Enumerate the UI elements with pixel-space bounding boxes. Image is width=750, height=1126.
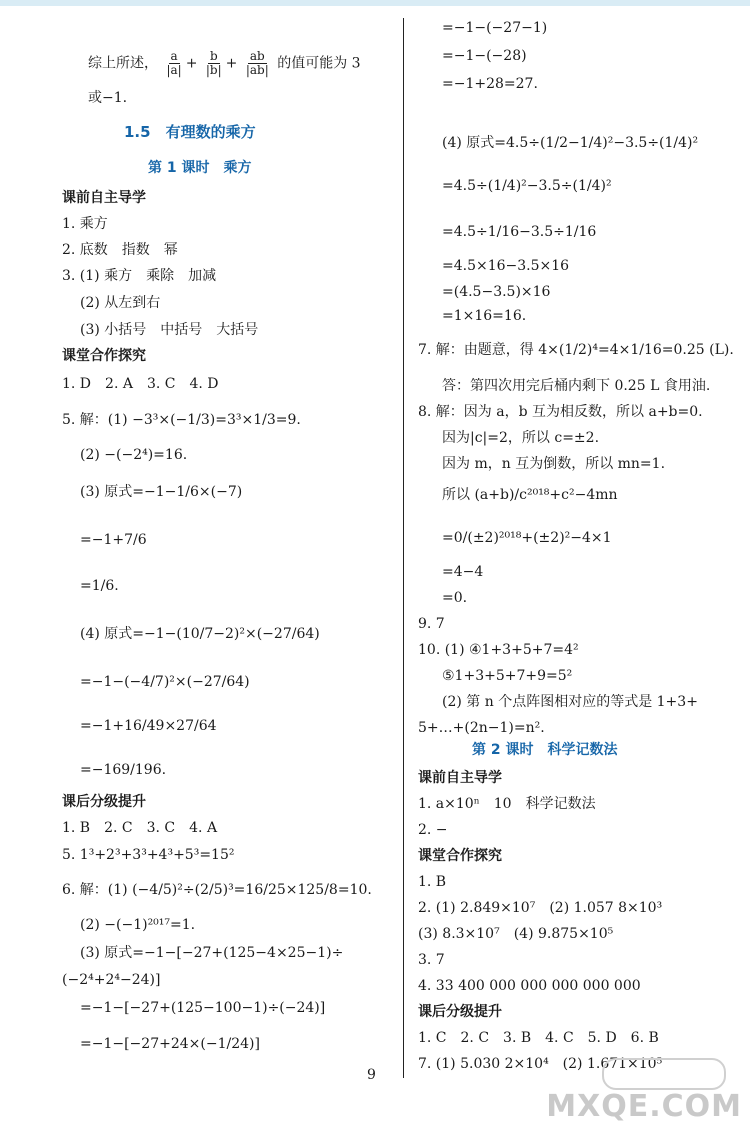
answer-line: (4) 原式=−1−(10/7−2)²×(−27/64) — [80, 626, 320, 642]
answer-line: =1×16=16. — [442, 308, 527, 324]
answer-line: =4.5÷1/16−3.5÷1/16 — [442, 224, 597, 240]
column-divider — [403, 18, 404, 1078]
answer-line: 4. 33 400 000 000 000 000 000 — [418, 978, 641, 994]
answer-line: =−1−[−27+(125−100−1)÷(−24)] — [80, 1000, 326, 1016]
answer-line: =−1+7/6 — [80, 532, 147, 548]
lesson-title: 第 1 课时 乘方 — [148, 160, 252, 176]
answer-line: =4.5×16−3.5×16 — [442, 258, 570, 274]
watermark-logo — [602, 1058, 726, 1090]
answer-line: 答：第四次用完后桶内剩下 0.25 L 食用油. — [442, 378, 711, 394]
answer-line: =0/(±2)²⁰¹⁸+(±2)²−4×1 — [442, 530, 612, 546]
answer-line: (2) 第 n 个点阵图相对应的等式是 1+3+ — [442, 694, 698, 710]
answer-line: 6. 解：(1) (−4/5)²÷(2/5)³=16/25×125/8=10. — [62, 882, 372, 898]
answer-line: (2) −(−2⁴)=16. — [80, 447, 188, 463]
heading-class-explore: 课堂合作探究 — [418, 848, 502, 864]
heading-after-class: 课后分级提升 — [62, 794, 146, 810]
answer-line: 1. B — [418, 874, 447, 890]
answer-line: =1/6. — [80, 578, 119, 594]
page-number: 9 — [367, 1067, 376, 1083]
lesson-title: 第 2 课时 科学记数法 — [472, 742, 618, 758]
heading-class-explore: 课堂合作探究 — [62, 348, 146, 364]
fraction: $\frac{ab}{|ab|}$ — [245, 49, 269, 77]
answer-line: 1. C 2. C 3. B 4. C 5. D 6. B — [418, 1030, 659, 1046]
answer-line: (3) 8.3×10⁷ (4) 9.875×10⁵ — [418, 926, 614, 942]
section-title: 1.5 有理数的乘方 — [124, 123, 256, 141]
answer-line: 7. (1) 5.030 2×10⁴ (2) 1.671×10⁵ — [418, 1056, 663, 1072]
fraction: $\frac{b}{|b|}$ — [205, 49, 222, 77]
watermark-text: MXQE.COM — [546, 1089, 742, 1124]
answer-line: 1. 乘方 — [62, 216, 108, 232]
answer-line: 5+…+(2n−1)=n². — [418, 720, 545, 736]
answer-line: 8. 解：因为 a，b 互为相反数，所以 a+b=0. — [418, 404, 703, 420]
answer-line: 1. B 2. C 3. C 4. A — [62, 820, 218, 836]
answer-line: 2. (1) 2.849×10⁷ (2) 1.057 8×10³ — [418, 900, 663, 916]
answer-line: (−2⁴+2⁴−24)] — [62, 972, 161, 988]
text-line: 或−1. — [88, 90, 128, 106]
answer-line: =−1−[−27+24×(−1/24)] — [80, 1036, 260, 1052]
heading-after-class: 课后分级提升 — [418, 1004, 502, 1020]
answer-line: 2. 底数 指数 幂 — [62, 242, 178, 258]
answer-line: =4.5÷(1/4)²−3.5÷(1/4)² — [442, 178, 612, 194]
answer-line: =−1−(−27−1) — [442, 20, 548, 36]
answer-line: (3) 原式=−1−1/6×(−7) — [80, 484, 243, 500]
answer-line: 7. 解：由题意，得 4×(1/2)⁴=4×1/16=0.25 (L). — [418, 342, 734, 358]
answer-line: 因为 m，n 互为倒数，所以 mn=1. — [442, 456, 666, 472]
heading-pre-study: 课前自主导学 — [62, 190, 146, 206]
answer-line: =−1+28=27. — [442, 76, 538, 92]
answer-line: 因为|c|=2，所以 c=±2. — [442, 430, 600, 446]
answer-line: =0. — [442, 590, 468, 606]
answer-line: 5. 1³+2³+3³+4³+5³=15² — [62, 847, 235, 863]
answer-line: =−169/196. — [80, 762, 167, 778]
answer-line: 10. (1) ④1+3+5+7=4² — [418, 642, 579, 658]
answer-line: 所以 (a+b)/c²⁰¹⁸+c²−4mn — [442, 487, 618, 503]
summary-line: 综上所述， $\frac{a}{|a|}$ + $\frac{b}{|b|}$ + $\frac{ab}{|ab|}$ 的值可能为 3 — [88, 49, 361, 77]
answer-line: 3. 7 — [418, 952, 445, 968]
answer-line: (2) −(−1)²⁰¹⁷=1. — [80, 917, 196, 933]
answer-line: =−1−(−4/7)²×(−27/64) — [80, 674, 250, 690]
answer-line: =−1−(−28) — [442, 48, 527, 64]
answer-line: =(4.5−3.5)×16 — [442, 284, 551, 300]
answer-line: 2. − — [418, 822, 448, 838]
answer-line: 1. D 2. A 3. C 4. D — [62, 376, 219, 392]
answer-line: (3) 小括号 中括号 大括号 — [80, 322, 259, 338]
answer-line: (2) 从左到右 — [80, 295, 161, 311]
answer-line: (3) 原式=−1−[−27+(125−4×25−1)÷ — [80, 945, 344, 961]
answer-line: =−1+16/49×27/64 — [80, 718, 217, 734]
answer-line: 3. (1) 乘方 乘除 加减 — [62, 268, 217, 284]
fraction: $\frac{a}{|a|}$ — [166, 49, 182, 77]
answer-line: 1. a×10ⁿ 10 科学记数法 — [418, 796, 596, 812]
heading-pre-study: 课前自主导学 — [418, 770, 502, 786]
answer-line: =4−4 — [442, 564, 484, 580]
answer-line: 5. 解：(1) −3³×(−1/3)=3³×1/3=9. — [62, 412, 301, 428]
answer-line: (4) 原式=4.5÷(1/2−1/4)²−3.5÷(1/4)² — [442, 135, 699, 151]
page-top-band — [0, 0, 750, 6]
answer-line: 9. 7 — [418, 616, 445, 632]
answer-line: ⑤1+3+5+7+9=5² — [442, 668, 573, 684]
